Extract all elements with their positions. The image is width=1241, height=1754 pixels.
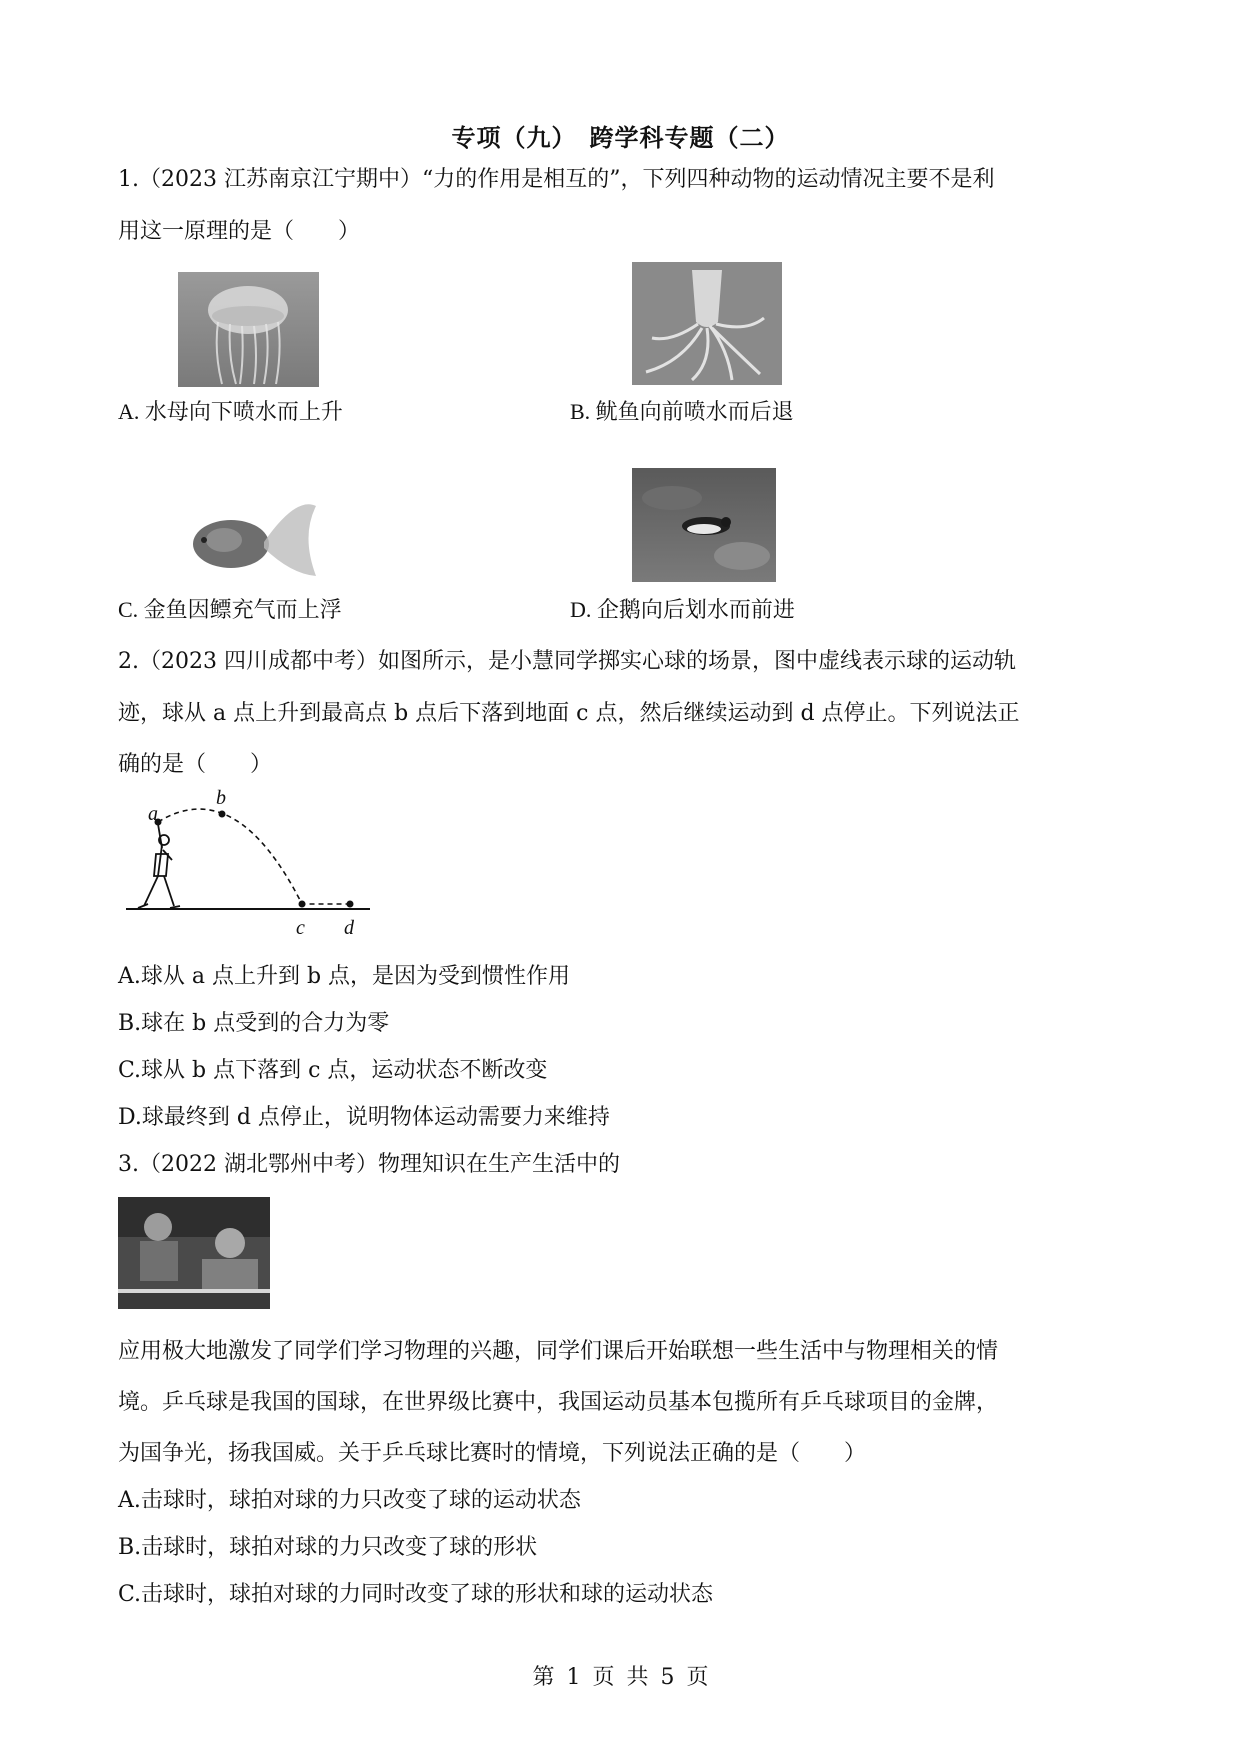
q2-option-a: A.球从 a 点上升到 b 点，是因为受到惯性作用 (118, 964, 571, 989)
point-c (299, 901, 306, 908)
footer-page-number: 1 (566, 1665, 581, 1690)
footer-total-word: 页 (686, 1665, 709, 1690)
q1-stem-line-2: 用这一原理的是（ ） (118, 219, 361, 244)
label-d: d (344, 917, 354, 939)
thrower-figure (138, 824, 180, 908)
squid-photo (632, 262, 782, 385)
goldfish-photo (176, 486, 319, 584)
q3-option-a: A.击球时，球拍对球的力只改变了球的运动状态 (118, 1488, 581, 1513)
jellyfish-photo (178, 272, 319, 387)
page-footer (0, 1660, 1241, 1691)
page-title: 专项（九） 跨学科专题（二） (451, 123, 790, 152)
point-d (347, 901, 354, 908)
q1-option-d: D. 企鹅向后划水而前进 (570, 597, 795, 622)
footer-total-pages: 5 (660, 1665, 675, 1690)
q2-option-b: B.球在 b 点受到的合力为零 (118, 1011, 390, 1036)
footer-total-prefix: 共 (626, 1665, 649, 1690)
footer-page-word: 页 (592, 1665, 615, 1690)
q1-option-b: B. 鱿鱼向前喷水而后退 (570, 399, 794, 424)
q1-option-a: A. 水母向下喷水而上升 (118, 399, 343, 424)
penguin-photo (632, 468, 776, 582)
table-tennis-photo (118, 1197, 270, 1309)
q2-stem-line-2: 迹，球从 a 点上升到最高点 b 点后下落到地面 c 点，然后继续运动到 d 点停止。下列说法正 (118, 701, 1020, 726)
q1-option-c: C. 金鱼因鳔充气而上浮 (118, 597, 342, 622)
trajectory-dashed-line (158, 809, 350, 904)
label-a: a (148, 803, 158, 825)
q2-option-c: C.球从 b 点下落到 c 点，运动状态不断改变 (118, 1058, 548, 1083)
shot-put-trajectory-diagram (118, 784, 378, 944)
q3-option-b: B.击球时，球拍对球的力只改变了球的形状 (118, 1535, 538, 1560)
point-b (219, 811, 226, 818)
q3-stem-line-1: 3.（2022 湖北鄂州中考）物理知识在生产生活中的 (118, 1152, 620, 1177)
q2-stem-line-1: 2.（2023 四川成都中考）如图所示，是小慧同学掷实心球的场景，图中虚线表示球的运动轨 (118, 649, 1016, 674)
q1-stem-line-1: 1.（2023 江苏南京江宁期中）“力的作用是相互的”，下列四种动物的运动情况主要不是利 (118, 167, 995, 192)
label-b: b (216, 787, 226, 809)
q2-stem-line-3: 确的是（ ） (118, 752, 273, 777)
q2-option-d: D.球最终到 d 点停止，说明物体运动需要力来维持 (118, 1105, 610, 1130)
q3-stem-line-4: 为国争光，扬我国威。关于乒乓球比赛时的情境，下列说法正确的是（ ） (118, 1441, 867, 1466)
label-c: c (296, 917, 305, 939)
q3-stem-line-3: 境。乒乓球是我国的国球，在世界级比赛中，我国运动员基本包揽所有乒乓球项目的金牌， (118, 1390, 999, 1415)
q3-stem-line-2: 应用极大地激发了同学们学习物理的兴趣，同学们课后开始联想一些生活中与物理相关的情 (118, 1339, 999, 1364)
footer-prefix: 第 (532, 1665, 555, 1690)
q3-option-c: C.击球时，球拍对球的力同时改变了球的形状和球的运动状态 (118, 1582, 714, 1607)
